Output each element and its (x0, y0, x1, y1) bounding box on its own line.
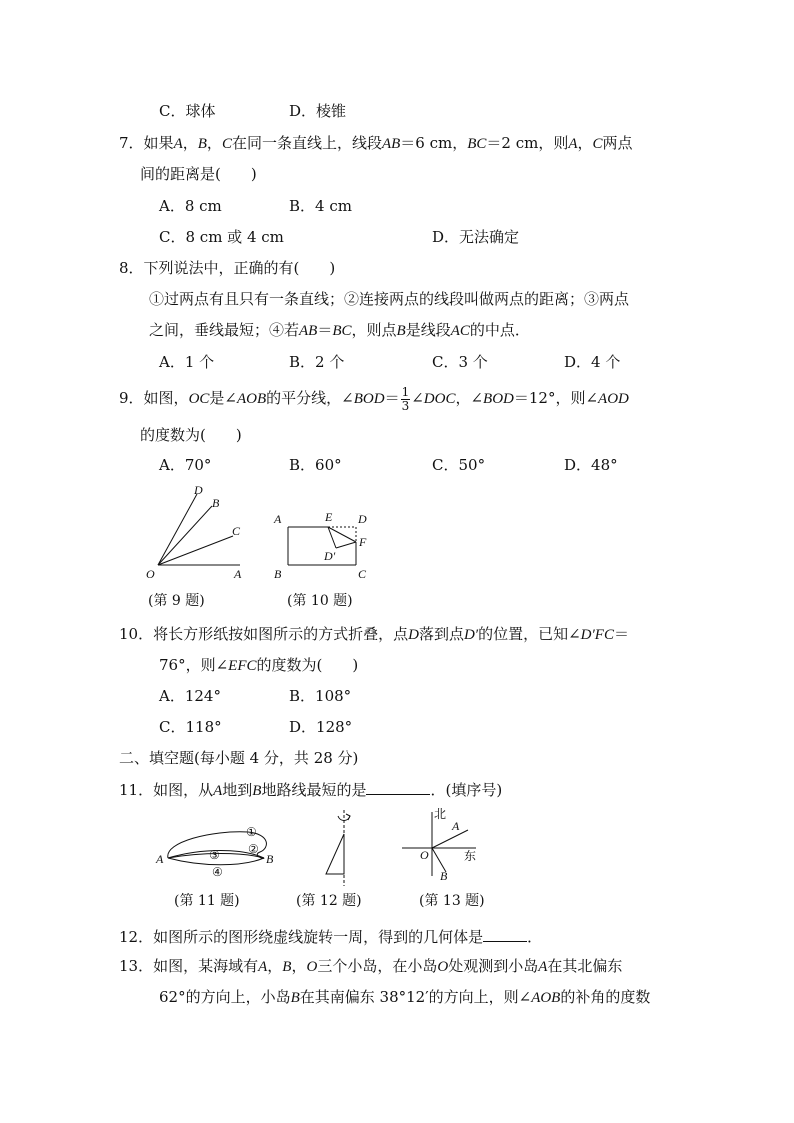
q11-answer-blank[interactable] (366, 779, 430, 795)
q11-number: 11． (119, 781, 154, 799)
q6-option-c: C．球体 (159, 102, 216, 120)
q13-number: 13． (119, 957, 154, 975)
label-east: 东 (464, 849, 477, 863)
q8-line3: 之间，垂线最短；④若AB＝BC，则点B是线段AC的中点． (149, 321, 530, 339)
route-2-label: ② (248, 842, 259, 856)
figure-12-rotation-diagram (318, 808, 358, 888)
one-third-fraction: $\frac{1}{3}$ (401, 384, 410, 413)
q11-text: 11．如图，从A地到B地路线最短的是 ．(填序号) (119, 781, 503, 799)
figure-12-caption: (第 12 题) (296, 893, 362, 909)
q9-option-c: C．50° (432, 456, 486, 474)
q9-option-d: D．48° (564, 456, 618, 474)
route-1-label: ① (246, 825, 257, 839)
label-d: D (194, 483, 203, 497)
label-c: C (358, 567, 367, 581)
q12-text: 12．如图所示的图形绕虚线旋转一周，得到的几何体是 ． (119, 928, 543, 946)
folded-edge-df (336, 542, 356, 548)
q13-line2: 62°的方向上，小岛B在其南偏东 38°12′的方向上，则∠AOB的补角的度数 (159, 988, 651, 1006)
q8-number: 8． (119, 259, 144, 277)
label-o: O (146, 567, 155, 581)
q10-line1: 10．将长方形纸按如图所示的方式折叠，点D落到点D′的位置，已知∠D′FC＝ (119, 625, 629, 643)
q7-number: 7． (119, 134, 144, 152)
label-a: A (156, 852, 164, 866)
ray-oc (158, 536, 233, 565)
q10-number: 10． (119, 625, 154, 643)
label-b: B (440, 869, 448, 883)
q10-option-a: A．124° (159, 687, 221, 705)
label-e: E (325, 510, 333, 524)
figure-9-caption: (第 9 题) (148, 593, 205, 609)
q7-option-b: B．4 cm (289, 197, 352, 215)
label-b: B (212, 496, 220, 510)
q10-line2: 76°，则∠EFC的度数为( ) (159, 656, 359, 674)
q8-option-a: A．1 个 (159, 353, 215, 371)
label-north: 北 (434, 807, 447, 821)
label-a: A (234, 567, 242, 581)
label-a: A (452, 819, 460, 833)
figure-13-direction-diagram (398, 806, 488, 886)
figure-11-routes-diagram (152, 820, 282, 885)
label-f: F (359, 535, 367, 549)
label-b: B (274, 567, 282, 581)
label-c: C (232, 524, 241, 538)
q8-option-c: C．3 个 (432, 353, 488, 371)
q9-line2: 的度数为( ) (140, 426, 242, 444)
figure-10-caption: (第 10 题) (287, 593, 353, 609)
right-triangle (326, 834, 344, 874)
fold-crease-ef (328, 527, 356, 542)
section-2-title: 二、填空题(每小题 4 分，共 28 分) (119, 749, 359, 767)
label-o: O (420, 848, 429, 862)
ray-oa (432, 830, 468, 848)
q7-line1: 7．如果A，B，C在同一条直线上，线段AB＝6 cm，BC＝2 cm，则A，C两点 (119, 134, 633, 152)
q8-line2: ①过两点有且只有一条直线；②连接两点的线段叫做两点的距离；③两点 (149, 290, 630, 308)
label-b: B (266, 852, 274, 866)
q7-line2: 间的距离是( ) (140, 165, 257, 183)
q9-number: 9． (119, 389, 144, 407)
label-d-prime: D′ (324, 549, 336, 563)
q7-option-c: C．8 cm 或 4 cm (159, 228, 284, 246)
q13-line1: 13．如图，某海域有A，B，O三个小岛，在小岛O处观测到小岛A在其北偏东 (119, 957, 623, 975)
q8-line1: 8．下列说法中，正确的有( ) (119, 259, 336, 277)
q7-option-a: A．8 cm (159, 197, 222, 215)
arrow-head-icon (346, 814, 350, 820)
q9-line1: 9．如图，OC是∠AOB的平分线，∠BOD＝ $\frac{1}{3}$ ∠DOC，∠BOD＝12°，则∠AOD (119, 384, 629, 413)
route-3-label: ③ (209, 848, 220, 862)
q10-option-c: C．118° (159, 718, 222, 736)
q9-option-b: B．60° (289, 456, 342, 474)
q12-answer-blank[interactable] (483, 926, 527, 942)
q10-option-b: B．108° (289, 687, 352, 705)
q6-option-d: D．棱锥 (289, 102, 347, 120)
figure-11-caption: (第 11 题) (174, 893, 240, 909)
route-4-label: ④ (212, 865, 223, 879)
q10-option-d: D．128° (289, 718, 353, 736)
figure-13-caption: (第 13 题) (419, 893, 485, 909)
figure-10-folding-diagram (268, 505, 378, 585)
q9-option-a: A．70° (159, 456, 212, 474)
q8-option-b: B．2 个 (289, 353, 345, 371)
figure-9-angle-diagram (140, 482, 255, 582)
label-a: A (274, 512, 282, 526)
label-d: D (358, 512, 367, 526)
q8-option-d: D．4 个 (564, 353, 621, 371)
q12-number: 12． (119, 928, 154, 946)
q7-option-d: D．无法确定 (432, 228, 520, 246)
